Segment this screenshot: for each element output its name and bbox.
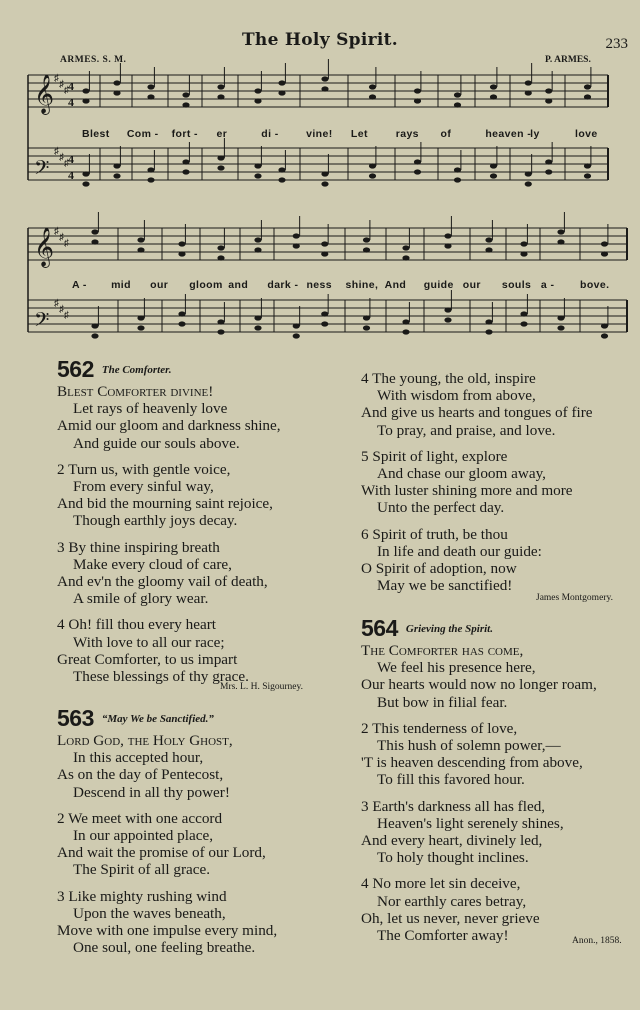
stanza <box>361 526 593 595</box>
note-head <box>490 173 497 178</box>
verse-line: But bow in filial fear. <box>377 693 508 711</box>
note-head <box>321 241 328 246</box>
lyric-syllable: And <box>384 279 407 291</box>
lyric-syllable: gloom <box>189 279 223 291</box>
note-head <box>485 237 492 242</box>
verse-line: 4 Oh! fill thou every heart <box>57 616 216 634</box>
lyric-syllable: rays <box>395 128 419 140</box>
hymn-subtitle: The Comforter. <box>101 364 172 376</box>
verse-line: 4 The young, the old, inspire <box>361 370 536 387</box>
sharp-icon: ♯ <box>59 304 64 315</box>
lyric-syllable: of <box>440 128 452 140</box>
note-head <box>91 239 98 244</box>
note-head <box>254 163 261 168</box>
verse-line: 'T is heaven descending from above, <box>361 754 583 772</box>
note-head <box>293 333 300 338</box>
note-head <box>545 98 552 103</box>
note-head <box>147 167 154 172</box>
note-head <box>369 163 376 168</box>
sharp-icon: ♯ <box>59 79 64 90</box>
verse-line: Amid our gloom and darkness shine, <box>57 417 281 435</box>
note-head <box>321 311 328 316</box>
bass-clef-icon: 𝄢 <box>34 308 50 336</box>
note-head <box>217 165 224 170</box>
verse-line: And ev'n the gloomy vail of death, <box>57 573 268 591</box>
note-head <box>454 177 461 182</box>
sharp-icon: ♯ <box>64 158 69 169</box>
verse-line: 3 Earth's darkness all has fled, <box>361 797 546 815</box>
time-signature: 4 <box>68 168 74 182</box>
composer: P. ARMES. <box>545 55 591 65</box>
note-head <box>137 325 144 330</box>
note-head <box>485 247 492 252</box>
note-head <box>321 321 328 326</box>
verse-line: 2 Turn us, with gentle voice, <box>57 460 231 478</box>
note-head <box>363 325 370 330</box>
note-head <box>91 229 98 234</box>
verse-line: 5 Spirit of light, explore <box>361 447 508 465</box>
verse-line: Our hearts would now no longer roam, <box>361 676 597 694</box>
verse-line: To holy thought inclines. <box>377 849 529 867</box>
verse-line: Descend in all thy power! <box>73 783 230 801</box>
hymn-subtitle: “May We be Sanctified.” <box>101 713 214 725</box>
note-head <box>525 171 532 176</box>
verse-line: 4 No more let sin deceive, <box>361 875 521 893</box>
verse-line: Nor earthly cares betray, <box>377 892 527 910</box>
verse-line: In life and death our guide: <box>377 542 542 560</box>
note-head <box>557 315 564 320</box>
note-head <box>254 237 261 242</box>
lyric-syllable: our <box>462 279 481 291</box>
lyric-syllable: shine, <box>345 279 379 291</box>
note-head <box>82 181 89 186</box>
note-head <box>601 323 608 328</box>
note-head <box>137 315 144 320</box>
page-title: The Holy Spirit. <box>241 30 398 50</box>
note-head <box>137 247 144 252</box>
verse-line: And every heart, divinely led, <box>361 832 543 850</box>
stanza <box>57 810 277 879</box>
note-head <box>178 251 185 256</box>
note-head <box>182 169 189 174</box>
verse-line: This hush of solemn power,— <box>377 737 561 755</box>
bass-clef-icon: 𝄢 <box>34 156 50 184</box>
verse-line: O Spirit of adoption, now <box>361 560 517 578</box>
lyric-syllable: heaven - <box>485 128 532 140</box>
note-head <box>321 76 328 81</box>
sharp-icon: ♯ <box>64 85 69 96</box>
note-head <box>601 241 608 246</box>
note-head <box>584 84 591 89</box>
hymn-number: 564 <box>361 615 398 641</box>
lyric-syllable: bove. <box>580 279 610 291</box>
note-head <box>254 98 261 103</box>
stanza <box>57 616 281 685</box>
note-head <box>321 251 328 256</box>
lyric-syllable: Com - <box>126 128 159 140</box>
note-head <box>254 247 261 252</box>
time-signature: 4 <box>68 95 74 109</box>
verse-line: Lord God, the Holy Ghost, <box>57 732 233 749</box>
note-head <box>584 173 591 178</box>
verse-line: 3 Like mighty rushing wind <box>57 887 227 905</box>
note-head <box>147 94 154 99</box>
verse-line: Great Comforter, to us impart <box>57 650 238 668</box>
note-head <box>321 171 328 176</box>
note-head <box>217 245 224 250</box>
stanza <box>361 370 593 439</box>
note-head <box>454 167 461 172</box>
verse-line: To pray, and praise, and love. <box>377 421 556 439</box>
verse-line: From every sinful way, <box>73 478 214 496</box>
note-head <box>525 80 532 85</box>
lyric-syllable: our <box>150 279 169 291</box>
verse-line: And wait the promise of our Lord, <box>57 844 266 862</box>
note-head <box>278 80 285 85</box>
stanza <box>361 448 593 517</box>
note-head <box>113 90 120 95</box>
verse-line: With luster shining more and more <box>361 482 573 500</box>
note-head <box>557 325 564 330</box>
note-head <box>584 163 591 168</box>
note-head <box>178 321 185 326</box>
note-head <box>545 159 552 164</box>
note-head <box>113 80 120 85</box>
page-number: 233 <box>605 36 628 52</box>
hymn-563-continued <box>361 370 593 594</box>
lyric-syllable: mid <box>111 279 131 291</box>
verse-line: With love to all our race; <box>73 633 225 651</box>
sharp-icon: ♯ <box>54 73 59 84</box>
verse-line: Move with one impulse every mind, <box>57 922 278 940</box>
note-head <box>369 84 376 89</box>
lyric-syllable: Let <box>350 128 368 140</box>
sharp-icon: ♯ <box>64 310 69 321</box>
lyric-syllable: di - <box>261 128 279 140</box>
note-head <box>557 239 564 244</box>
note-head <box>217 329 224 334</box>
note-head <box>254 325 261 330</box>
note-head <box>278 90 285 95</box>
verse-line: Let rays of heavenly love <box>73 400 228 418</box>
stanza <box>57 888 277 957</box>
note-head <box>321 86 328 91</box>
note-head <box>402 319 409 324</box>
note-head <box>278 167 285 172</box>
note-head <box>444 233 451 238</box>
hymn-563 <box>57 704 277 956</box>
hymn-564 <box>361 614 597 944</box>
note-head <box>414 169 421 174</box>
stanza <box>361 720 597 789</box>
verse-line: 6 Spirit of truth, be thou <box>361 525 508 543</box>
note-head <box>402 255 409 260</box>
verse-line: We feel his presence here, <box>377 659 536 677</box>
note-head <box>601 333 608 338</box>
note-head <box>545 169 552 174</box>
note-head <box>82 171 89 176</box>
sharp-icon: ♯ <box>54 226 59 237</box>
note-head <box>584 94 591 99</box>
lyric-syllable: er <box>216 128 228 140</box>
attribution: Mrs. L. H. Sigourney. <box>220 682 304 692</box>
note-head <box>91 333 98 338</box>
lyric-syllable: ly <box>530 128 540 140</box>
treble-clef-icon: 𝄞 <box>34 74 55 114</box>
note-head <box>545 88 552 93</box>
note-head <box>293 323 300 328</box>
verse-line: To fill this favored hour. <box>377 771 525 789</box>
verse-line: May we be sanctified! <box>377 577 513 595</box>
note-head <box>82 88 89 93</box>
lyric-syllable: and <box>228 279 249 291</box>
lyric-syllable: ness <box>306 279 332 291</box>
note-head <box>321 181 328 186</box>
stanza <box>57 539 281 608</box>
verse-line: 3 By thine inspiring breath <box>57 538 220 556</box>
note-head <box>485 329 492 334</box>
note-head <box>217 255 224 260</box>
verse-line: And bid the mourning saint rejoice, <box>57 495 273 513</box>
note-head <box>182 92 189 97</box>
verse-line: Unto the perfect day. <box>377 499 505 517</box>
note-head <box>278 177 285 182</box>
note-head <box>178 241 185 246</box>
stanza <box>57 383 281 452</box>
note-head <box>490 94 497 99</box>
tune-name: ARMES. S. M. <box>60 55 127 65</box>
lyric-syllable: souls <box>501 279 532 291</box>
note-head <box>485 319 492 324</box>
note-head <box>557 229 564 234</box>
verse-line: As on the day of Pentecost, <box>57 766 224 784</box>
note-head <box>363 315 370 320</box>
note-head <box>444 307 451 312</box>
note-head <box>525 90 532 95</box>
lyric-syllable: love <box>575 128 598 140</box>
lyric-syllable: Blest <box>82 128 110 140</box>
note-head <box>293 233 300 238</box>
note-head <box>113 173 120 178</box>
note-head <box>402 329 409 334</box>
note-head <box>217 84 224 89</box>
note-head <box>217 155 224 160</box>
verse-line: Heaven's light serenely shines, <box>377 814 564 832</box>
treble-clef-icon: 𝄞 <box>34 227 55 267</box>
note-head <box>363 237 370 242</box>
time-signature: 4 <box>68 79 74 93</box>
stanza <box>361 798 597 867</box>
stanza <box>361 875 597 944</box>
note-head <box>414 88 421 93</box>
note-head <box>82 98 89 103</box>
note-head <box>454 102 461 107</box>
note-head <box>369 94 376 99</box>
sharp-icon: ♯ <box>59 152 64 163</box>
verse-line: Though earthly joys decay. <box>73 512 238 530</box>
note-head <box>520 321 527 326</box>
hymn-number: 563 <box>57 705 94 731</box>
lyric-syllable: vine! <box>306 128 333 140</box>
sharp-icon: ♯ <box>54 298 59 309</box>
verse-line: One soul, one feeling breathe. <box>73 939 256 957</box>
note-head <box>293 243 300 248</box>
note-head <box>520 241 527 246</box>
verse-line: And give us hearts and tongues of fire <box>361 404 593 422</box>
verse-line: With wisdom from above, <box>377 387 536 405</box>
note-head <box>254 88 261 93</box>
stanza <box>57 461 281 530</box>
lyric-syllable: A - <box>72 279 87 291</box>
note-head <box>520 251 527 256</box>
note-head <box>444 243 451 248</box>
verse-line: Make every cloud of care, <box>73 555 232 573</box>
music-notation <box>0 0 640 350</box>
note-head <box>91 323 98 328</box>
lyric-syllable: fort - <box>171 128 198 140</box>
note-head <box>254 173 261 178</box>
note-head <box>414 98 421 103</box>
sharp-icon: ♯ <box>59 232 64 243</box>
note-head <box>182 102 189 107</box>
note-head <box>182 159 189 164</box>
verse-line: A smile of glory wear. <box>73 590 209 608</box>
verse-line: Oh, let us never, never grieve <box>361 909 540 927</box>
stanza <box>361 642 597 711</box>
note-head <box>147 177 154 182</box>
note-head <box>601 251 608 256</box>
verse-line: Blest Comforter divine! <box>57 383 214 400</box>
verse-line: In our appointed place, <box>73 827 214 845</box>
lyric-syllable: dark - <box>267 279 299 291</box>
hymn-number: 562 <box>57 356 94 382</box>
attribution: Anon., 1858. <box>572 936 622 946</box>
verse-line: The Spirit of all grace. <box>73 861 211 879</box>
note-head <box>369 173 376 178</box>
verse-line: In this accepted hour, <box>73 749 204 767</box>
note-head <box>402 245 409 250</box>
note-head <box>217 319 224 324</box>
verse-line: 2 This tenderness of love, <box>361 719 518 737</box>
note-head <box>490 163 497 168</box>
note-head <box>444 317 451 322</box>
verse-line: The Comforter away! <box>377 927 509 945</box>
verse-line: And guide our souls above. <box>73 434 240 452</box>
note-head <box>454 92 461 97</box>
lyric-syllable: guide <box>423 279 454 291</box>
verse-line: The Comforter has come, <box>361 642 524 659</box>
note-head <box>147 84 154 89</box>
lyric-syllable: a - <box>540 279 555 291</box>
note-head <box>178 311 185 316</box>
verse-line: These blessings of thy grace. <box>73 668 249 686</box>
hymn-562 <box>57 355 281 685</box>
sharp-icon: ♯ <box>54 146 59 157</box>
note-head <box>490 84 497 89</box>
note-head <box>113 163 120 168</box>
time-signature: 4 <box>68 152 74 166</box>
note-head <box>525 181 532 186</box>
note-head <box>363 247 370 252</box>
note-head <box>414 159 421 164</box>
sharp-icon: ♯ <box>64 238 69 249</box>
verse-line: 2 We meet with one accord <box>57 809 223 827</box>
note-head <box>254 315 261 320</box>
note-head <box>217 94 224 99</box>
attribution: James Montgomery. <box>536 593 613 603</box>
verse-line: And chase our gloom away, <box>377 465 546 483</box>
note-head <box>520 311 527 316</box>
hymn-subtitle: Grieving the Spirit. <box>405 623 493 635</box>
verse-line: Upon the waves beneath, <box>73 904 226 922</box>
note-head <box>137 237 144 242</box>
stanza <box>57 732 277 801</box>
